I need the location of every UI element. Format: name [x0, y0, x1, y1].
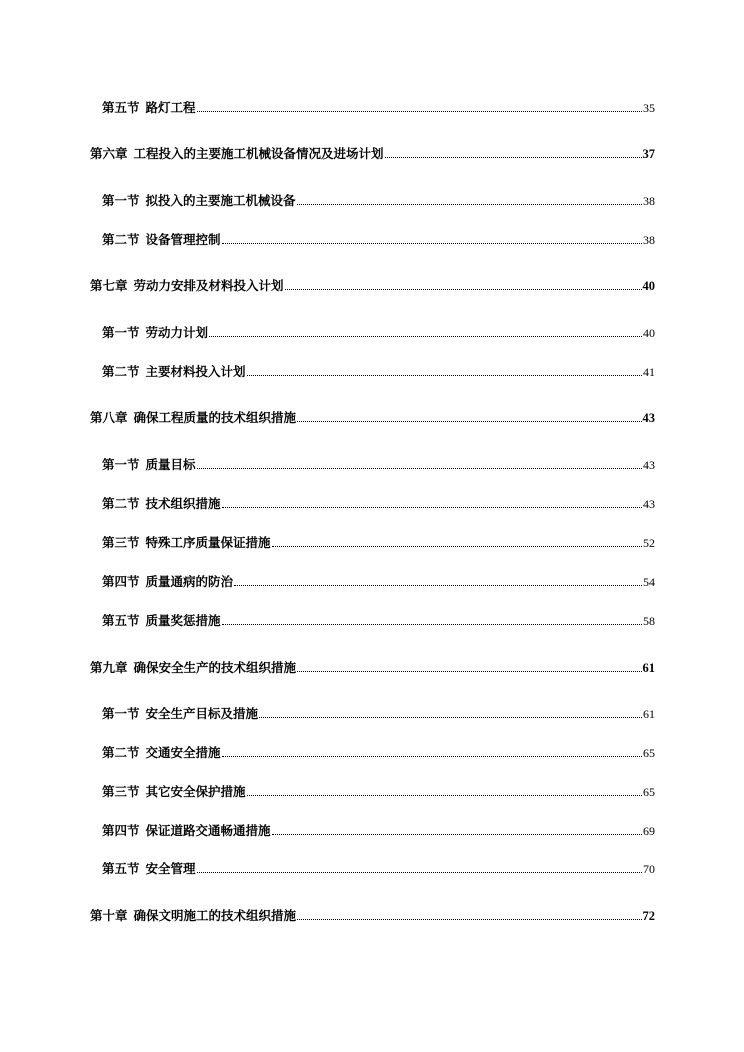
- toc-entry-number: 第九章: [90, 660, 128, 675]
- toc-entry-title: 设备管理控制: [145, 232, 221, 247]
- toc-entry-label: [102, 456, 196, 474]
- dot-leader: [197, 872, 642, 873]
- toc-entry-title: 拟投入的主要施工机械设备: [145, 193, 296, 208]
- toc-entry-page: 41: [643, 365, 655, 379]
- toc-entry-title: 确保文明施工的技术组织措施: [133, 908, 297, 923]
- toc-entry-number: 第二节: [102, 232, 140, 247]
- toc-entry-title: 劳动力安排及材料投入计划: [133, 278, 284, 293]
- dot-leader: [222, 624, 642, 625]
- toc-entry-chapter[interactable]: [90, 277, 655, 295]
- toc-entry-label: [102, 495, 221, 513]
- toc-entry-title: 劳动力计划: [145, 325, 209, 340]
- toc-entry-chapter[interactable]: [90, 409, 655, 427]
- toc-entry-label: [102, 324, 208, 342]
- toc-entry-page: 40: [643, 326, 655, 340]
- dot-leader: [222, 243, 642, 244]
- toc-entry-label: [90, 907, 296, 925]
- toc-entry[interactable]: [102, 99, 655, 117]
- toc-entry-title: 质量奖惩措施: [145, 613, 221, 628]
- toc-entry-page: 38: [643, 194, 655, 208]
- toc-entry-title: 主要材料投入计划: [145, 364, 246, 379]
- toc-entry-page: 43: [642, 411, 655, 425]
- dot-leader: [259, 717, 642, 718]
- toc-entry-title: 特殊工序质量保证措施: [145, 535, 271, 550]
- toc-entry-page: 43: [643, 497, 655, 511]
- toc-entry-number: 第六章: [90, 146, 128, 161]
- toc-entry-label: [102, 860, 196, 878]
- toc-entry-label: [102, 573, 233, 591]
- toc-entry[interactable]: [102, 231, 655, 249]
- toc-entry-page: 61: [643, 707, 655, 721]
- toc-entry[interactable]: [102, 192, 655, 210]
- toc-entry-number: 第二节: [102, 496, 140, 511]
- dot-leader: [209, 336, 642, 337]
- toc-entry-title: 其它安全保护措施: [145, 784, 246, 799]
- dot-leader: [197, 111, 642, 112]
- toc-entry-chapter[interactable]: [90, 145, 655, 163]
- toc-entry-label: [102, 99, 196, 117]
- dot-leader: [222, 507, 642, 508]
- toc-entry-page: 70: [643, 862, 655, 876]
- toc-entry-title: 技术组织措施: [145, 496, 221, 511]
- toc-entry-number: 第五节: [102, 861, 140, 876]
- toc-entry-label: [102, 822, 271, 840]
- toc-entry-page: 40: [642, 279, 655, 293]
- toc-entry-title: 确保工程质量的技术组织措施: [133, 410, 297, 425]
- toc-entry[interactable]: [102, 705, 655, 723]
- toc-entry[interactable]: [102, 822, 655, 840]
- dot-leader: [247, 795, 642, 796]
- toc-entry-number: 第二节: [102, 364, 140, 379]
- toc-entry-number: 第一节: [102, 457, 140, 472]
- dot-leader: [272, 834, 642, 835]
- dot-leader: [297, 671, 641, 672]
- toc-entry-title: 质量目标: [145, 457, 196, 472]
- toc-entry[interactable]: [102, 860, 655, 878]
- toc-entry[interactable]: [102, 495, 655, 513]
- toc-entry-label: [102, 534, 271, 552]
- toc-entry[interactable]: [102, 534, 655, 552]
- dot-leader: [297, 919, 641, 920]
- toc-entry-number: 第五节: [102, 613, 140, 628]
- toc-entry-label: [102, 192, 296, 210]
- dot-leader: [385, 157, 642, 158]
- toc-entry-number: 第一节: [102, 325, 140, 340]
- toc-entry-number: 第五节: [102, 100, 140, 115]
- toc-entry-number: 第四节: [102, 574, 140, 589]
- toc-entry[interactable]: [102, 573, 655, 591]
- toc-entry-title: 交通安全措施: [145, 745, 221, 760]
- dot-leader: [272, 546, 642, 547]
- toc-entry-page: 61: [642, 661, 655, 675]
- toc-entry-label: [102, 744, 221, 762]
- toc-entry-label: [90, 145, 384, 163]
- toc-entry[interactable]: [102, 783, 655, 801]
- toc-entry-number: 第四节: [102, 823, 140, 838]
- dot-leader: [297, 204, 642, 205]
- toc-entry-label: [90, 409, 296, 427]
- toc-entry-page: 38: [643, 233, 655, 247]
- toc-entry[interactable]: [102, 744, 655, 762]
- toc-entry-title: 安全管理: [145, 861, 196, 876]
- toc-entry[interactable]: [102, 612, 655, 630]
- toc-entry-title: 路灯工程: [145, 100, 196, 115]
- toc-entry-number: 第七章: [90, 278, 128, 293]
- toc-entry-title: 保证道路交通畅通措施: [145, 823, 271, 838]
- toc-entry-page: 43: [643, 458, 655, 472]
- toc-entry[interactable]: [102, 456, 655, 474]
- toc-entry[interactable]: [102, 324, 655, 342]
- toc-entry-label: [102, 363, 246, 381]
- toc-entry-number: 第一节: [102, 193, 140, 208]
- dot-leader: [197, 468, 642, 469]
- toc-entry-chapter[interactable]: [90, 659, 655, 677]
- toc-entry-number: 第三节: [102, 784, 140, 799]
- toc-entry-number: 第二节: [102, 745, 140, 760]
- dot-leader: [234, 585, 642, 586]
- toc-entry-title: 工程投入的主要施工机械设备情况及进场计划: [133, 146, 384, 161]
- toc-entry-page: 52: [643, 536, 655, 550]
- dot-leader: [247, 375, 642, 376]
- toc-entry-page: 35: [643, 101, 655, 115]
- toc-entry-title: 确保安全生产的技术组织措施: [133, 660, 297, 675]
- toc-entry-label: [102, 783, 246, 801]
- toc-entry-label: [102, 612, 221, 630]
- toc-entry-page: 69: [643, 824, 655, 838]
- toc-entry-page: 58: [643, 614, 655, 628]
- toc-entry-page: 65: [643, 746, 655, 760]
- toc-entry-page: 37: [642, 147, 655, 161]
- toc-entry-label: [102, 231, 221, 249]
- toc-entry-number: 第十章: [90, 908, 128, 923]
- dot-leader: [297, 421, 641, 422]
- toc-entry-label: [90, 659, 296, 677]
- toc-entry-page: 54: [643, 575, 655, 589]
- toc-entry-label: [90, 277, 284, 295]
- toc-entry-label: [102, 705, 258, 723]
- toc-entry-number: 第三节: [102, 535, 140, 550]
- toc-entry[interactable]: [102, 363, 655, 381]
- toc-entry-number: 第一节: [102, 706, 140, 721]
- toc-entry-title: 质量通病的防治: [145, 574, 234, 589]
- toc-entry-number: 第八章: [90, 410, 128, 425]
- toc-entry-page: 72: [642, 909, 655, 923]
- dot-leader: [285, 289, 642, 290]
- toc-entry-page: 65: [643, 785, 655, 799]
- toc-entry-title: 安全生产目标及措施: [145, 706, 259, 721]
- dot-leader: [222, 756, 642, 757]
- toc-entry-chapter[interactable]: [90, 907, 655, 925]
